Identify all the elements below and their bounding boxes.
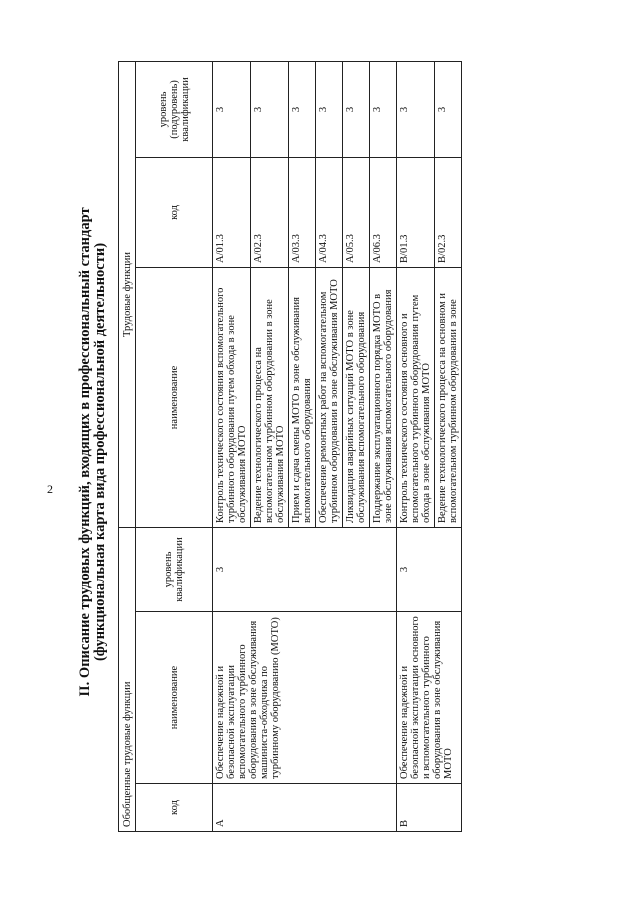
function-code: A/02.3 <box>251 157 289 267</box>
function-name: Обеспечение ремонтных работ на вспомогательном турбинном оборудовании в зоне обслуживания МОТО <box>316 267 343 527</box>
group-code: A <box>213 784 397 832</box>
function-name: Ведение технологического процесса на основном и вспомогательном турбинном оборудовании в зоне <box>435 267 462 527</box>
title-line-2: (функциональная карта вида профессиональной деятельности) <box>92 242 108 662</box>
function-name: Ведение технологического процесса на вспомогательном турбинном оборудовании в зоне обслуживания МОТО <box>251 267 289 527</box>
header-name-2: наименование <box>136 267 213 527</box>
page-number: 2 <box>47 482 53 496</box>
function-code: B/01.3 <box>397 157 435 267</box>
function-level: 3 <box>435 61 462 157</box>
header-qualification-level: уровень квалификации <box>136 527 213 611</box>
table-row <box>397 61 435 831</box>
header-code-2: код <box>136 157 213 267</box>
function-code: B/02.3 <box>435 157 462 267</box>
function-code: A/01.3 <box>213 157 251 267</box>
function-level: 3 <box>370 61 397 157</box>
function-name: Прием и сдача смены МОТО в зоне обслуживания вспомогательного оборудования <box>289 267 316 527</box>
header-generalized-functions: Обобщенные трудовые функции <box>119 527 136 831</box>
group-level: 3 <box>213 527 397 611</box>
title-line-1: II. Описание трудовых функций, входящих в профессиональный стандарт <box>77 207 93 697</box>
function-name: Ликвидация аварийных ситуаций МОТО в зоне обслуживания вспомогательного оборудования <box>343 267 370 527</box>
group-code: B <box>397 784 462 832</box>
function-code: A/06.3 <box>370 157 397 267</box>
header-code: код <box>136 784 213 832</box>
function-level: 3 <box>343 61 370 157</box>
function-level: 3 <box>397 61 435 157</box>
function-name: Контроль технического состояния основного и вспомогательного турбинного оборудования путем обхода в зоне обслуживания МОТО <box>397 267 435 527</box>
function-name: Контроль технического состояния вспомогательного турбинного оборудования путем обхода в зоне обслуживания МОТО <box>213 267 251 527</box>
function-level: 3 <box>213 61 251 157</box>
header-labor-functions: Трудовые функции <box>119 61 136 527</box>
group-level: 3 <box>397 527 462 611</box>
group-name: Обеспечение надежной и безопасной эксплуатации основного и вспомогательного турбинного оборудования в зоне обслуживания МОТО <box>397 612 462 784</box>
function-code: A/03.3 <box>289 157 316 267</box>
table-row <box>213 61 251 831</box>
function-name: Поддержание эксплуатационного порядка МОТО в зоне обслуживания вспомогательного оборудования <box>370 267 397 527</box>
function-level: 3 <box>316 61 343 157</box>
function-level: 3 <box>289 61 316 157</box>
rotated-sheet <box>78 62 600 842</box>
function-code: A/04.3 <box>316 157 343 267</box>
header-qualification-sublevel: уровень (подуровень) квалификации <box>136 61 213 157</box>
group-name: Обеспечение надежной и безопасной эксплуатации вспомогательного турбинного оборудования в зоне обслуживания машиниста-обходчика по турбинному оборудованию (МОТО) <box>213 612 397 784</box>
function-level: 3 <box>251 61 289 157</box>
functional-map-table <box>118 61 462 832</box>
section-title <box>78 62 108 842</box>
header-name: наименование <box>136 612 213 784</box>
function-code: A/05.3 <box>343 157 370 267</box>
